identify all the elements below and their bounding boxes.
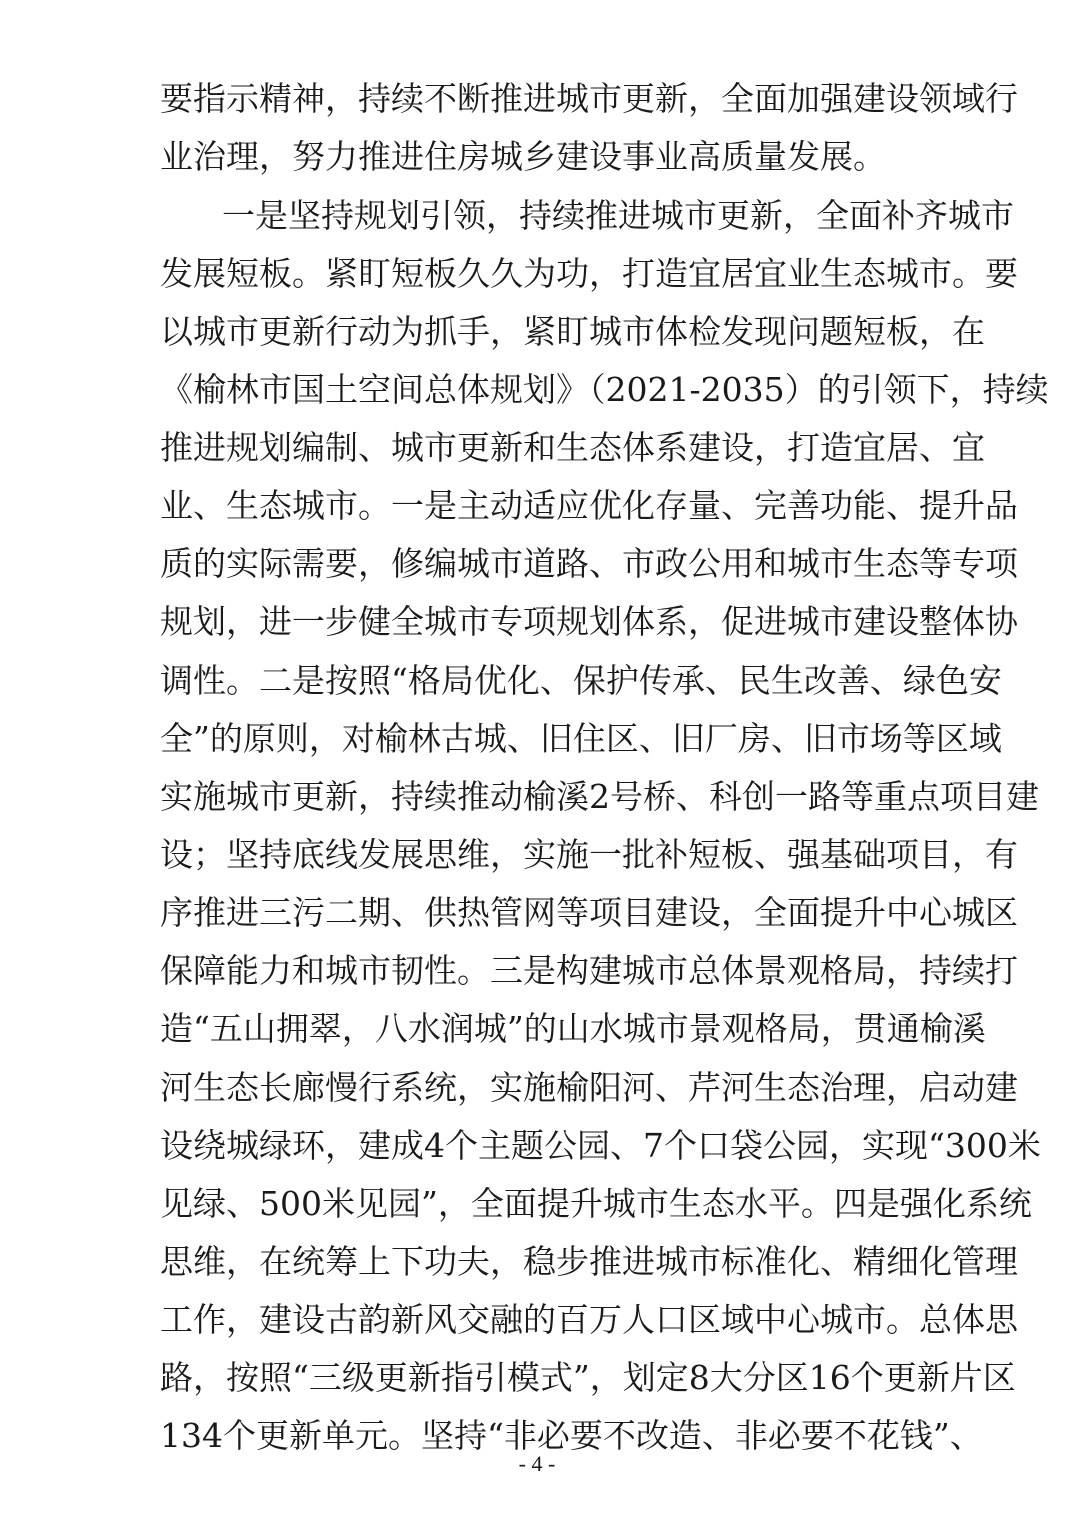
body-text-line: 发展短板。紧盯短板久久为功，打造宜居宜业生态城市。要 (160, 254, 1018, 293)
page-number: - 4 - (518, 1451, 556, 1476)
body-text-line: 要指示精神，持续不断推进城市更新，全面加强建设领域行 (160, 79, 1018, 118)
body-text-line: 序推进三污二期、供热管网等项目建设，全面提升中心城区 (160, 893, 1018, 932)
body-text-line: 业治理，努力推进住房城乡建设事业高质量发展。 (160, 137, 886, 176)
body-text-line: 思维，在统筹上下功夫，稳步推进城市标准化、精细化管理 (160, 1242, 1018, 1281)
body-text-line: 河生态长廊慢行系统，实施榆阳河、芹河生态治理，启动建 (160, 1068, 1018, 1107)
body-text-line: 《榆林市国土空间总体规划》（2021-2035）的引领下，持续 (160, 370, 1049, 409)
body-text-line: 质的实际需要，修编城市道路、市政公用和城市生态等专项 (160, 544, 1018, 583)
body-text-line: 见绿、500米见园”，全面提升城市生态水平。四是强化系统 (160, 1184, 1032, 1223)
body-text-line: 规划，进一步健全城市专项规划体系，促进城市建设整体协 (160, 602, 1018, 641)
body-text-line: 全”的原则，对榆林古城、旧住区、旧厂房、旧市场等区域 (160, 719, 1002, 758)
body-text-line: 路，按照“三级更新指引模式”，划定8大分区16个更新片区 (160, 1358, 1016, 1397)
body-text-line: 业、生态城市。一是主动适应优化存量、完善功能、提升品 (160, 486, 1018, 525)
body-text-line: 设绕城绿环，建成4个主题公园、7个口袋公园，实现“300米 (160, 1126, 1041, 1165)
body-text-line: 设；坚持底线发展思维，实施一批补短板、强基础项目，有 (160, 835, 1018, 874)
body-text-line: 调性。二是按照“格局优化、保护传承、民生改善、绿色安 (160, 661, 1002, 700)
body-text-line: 134个更新单元。坚持“非必要不改造、非必要不花钱”、 (160, 1416, 983, 1455)
body-text-line: 造“五山拥翠，八水润城”的山水城市景观格局，贯通榆溪 (160, 1009, 986, 1048)
body-text-line: 以城市更新行动为抓手，紧盯城市体检发现问题短板，在 (160, 312, 985, 351)
body-text-line: 一是坚持规划引领，持续推进城市更新，全面补齐城市 (222, 196, 1014, 235)
body-text-line: 推进规划编制、城市更新和生态体系建设，打造宜居、宜 (160, 428, 985, 467)
body-text-line: 保障能力和城市韧性。三是构建城市总体景观格局，持续打 (160, 951, 1018, 990)
body-text-line: 工作，建设古韵新风交融的百万人口区域中心城市。总体思 (160, 1300, 1018, 1339)
body-text-line: 实施城市更新，持续推动榆溪2号桥、科创一路等重点项目建 (160, 777, 1039, 816)
